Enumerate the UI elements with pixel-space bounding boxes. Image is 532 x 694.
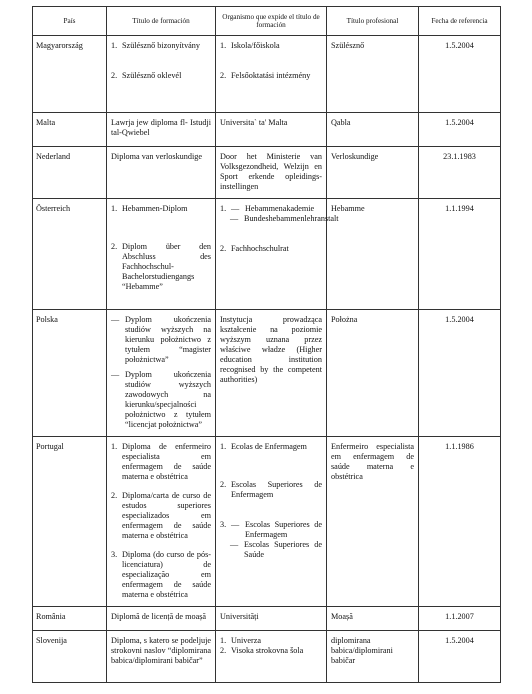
country-cell: Magyarország: [33, 36, 107, 113]
table-row: [33, 147, 501, 199]
reference-date-cell: 1.1.1994: [419, 199, 501, 310]
training-title-cell: 1. Hebammen-Diplom 2. Diplom über den Abschluss des Fachhochschul-Bachelorstudiengangs “Hebamme”: [107, 199, 216, 310]
reference-date-cell: 1.1.1986: [419, 437, 501, 607]
midwife-qualifications-table: [32, 6, 501, 683]
awarding-body-cell: Door het Ministerie van Volksgezondheid, Welzijn en Sport erkende opleidings-instellingen: [216, 147, 327, 199]
training-title-cell: 1. Szülésznő bizonyítvány 2. Szülésznő oklevél: [107, 36, 216, 113]
country-cell: Slovenija: [33, 631, 107, 683]
training-title-cell: Lawrja jew diploma fl- Istudji tal-Qwiebel: [107, 113, 216, 147]
professional-title-cell: Qabla: [327, 113, 419, 147]
training-title-cell: Diploma, s katero se podeljuje strokovni naslov “diplomirana babica/diplomirani babičar”: [107, 631, 216, 683]
table-row: [33, 607, 501, 631]
table-row: [33, 199, 501, 310]
country-cell: Nederland: [33, 147, 107, 199]
professional-title-cell: Verloskundige: [327, 147, 419, 199]
awarding-body-cell: 1. Ecolas de Enfermagem 2. Escolas Superiores de Enfermagem 3. — Escolas Superiores de Enfermagem — Escolas Superiores de Saúde: [216, 437, 327, 607]
header-reference-date: Fecha de referencia: [419, 7, 501, 36]
professional-title-cell: Moașă: [327, 607, 419, 631]
header-awarding-body: Organismo que expide el título de formación: [216, 7, 327, 36]
country-cell: Österreich: [33, 199, 107, 310]
professional-title-cell: Położna: [327, 310, 419, 437]
professional-title-cell: Szülésznő: [327, 36, 419, 113]
document-page: [32, 6, 500, 683]
country-cell: Malta: [33, 113, 107, 147]
awarding-body-cell: Universități: [216, 607, 327, 631]
header-country: País: [33, 7, 107, 36]
reference-date-cell: 1.5.2004: [419, 113, 501, 147]
table-header-row: [33, 7, 501, 36]
training-title-cell: — Dyplom ukończenia studiów wyższych na kierunku położnictwo z tytułem “magister położnictwa” — Dyplom ukończenia studiów wyższych zawodowych na kierunku/specjalności położnictwo z tytułem “licencjat położnictwa”: [107, 310, 216, 437]
table-row: [33, 113, 501, 147]
reference-date-cell: 1.5.2004: [419, 36, 501, 113]
header-professional-title: Título profesional: [327, 7, 419, 36]
reference-date-cell: 1.5.2004: [419, 631, 501, 683]
training-title-cell: Diplomă de licență de moașă: [107, 607, 216, 631]
country-cell: Portugal: [33, 437, 107, 607]
table-row: [33, 437, 501, 607]
awarding-body-cell: Instytucja prowadząca kształcenie na poziomie wyższym uznana przez właściwe władze (Higher education institution recognised by the competent authorities): [216, 310, 327, 437]
reference-date-cell: 1.5.2004: [419, 310, 501, 437]
awarding-body-cell: 1. Univerza 2. Visoka strokovna šola: [216, 631, 327, 683]
awarding-body-cell: 1. Iskola/főiskola 2. Felsőoktatási intézmény: [216, 36, 327, 113]
training-title-cell: 1. Diploma de enfermeiro especialista em enfermagem de saúde materna e obstétrica 2. Diploma/carta de curso de estudos superiores especializados em enfermagem de saúde materna e obstétrica 3. Diploma (do curso de pós-licenciatura) de especialização em enfermagem de saúde materna e obstétrica: [107, 437, 216, 607]
country-cell: Polska: [33, 310, 107, 437]
table-row: [33, 310, 501, 437]
training-title-cell: Diploma van verloskundige: [107, 147, 216, 199]
awarding-body-cell: 1. — Hebammenakademie — Bundeshebammenlehranstalt 2. Fachhochschulrat: [216, 199, 327, 310]
professional-title-cell: Enfermeiro especialista em enfermagem de saúde materna e obstétrica: [327, 437, 419, 607]
header-training-title: Título de formación: [107, 7, 216, 36]
professional-title-cell: Hebamme: [327, 199, 419, 310]
professional-title-cell: diplomirana babica/diplomirani babičar: [327, 631, 419, 683]
table-row: [33, 36, 501, 113]
country-cell: România: [33, 607, 107, 631]
reference-date-cell: 1.1.2007: [419, 607, 501, 631]
reference-date-cell: 23.1.1983: [419, 147, 501, 199]
awarding-body-cell: Universita` ta' Malta: [216, 113, 327, 147]
table-row: [33, 631, 501, 683]
